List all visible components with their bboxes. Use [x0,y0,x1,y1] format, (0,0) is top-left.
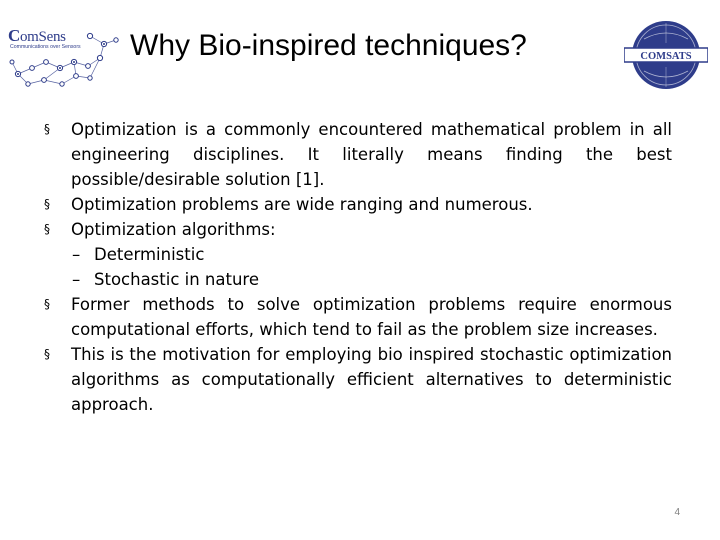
comsens-tagline: Communications over Sensors [10,44,81,50]
bullet-marker: § [44,197,50,211]
bullet-text: Optimization problems are wide ranging and numerous. [71,195,533,214]
bullet-marker: § [44,297,50,311]
comsats-wordmark: COMSATS [640,51,692,62]
bullet-item [44,217,672,242]
bullet-text: This is the motivation for employing bio inspired stochastic optimization algorithms as computationally efficient alternatives to deterministic approach. [71,345,672,414]
bullet-item [44,292,672,342]
bullet-marker: § [44,222,50,236]
sub-bullet-marker: – [72,245,81,264]
bullet-text: Former methods to solve optimization problems require enormous computational efforts, which tend to fail as the problem size increases. [71,295,672,339]
slide-title: Why Bio-inspired techniques? [130,29,527,62]
bullet-item [44,117,672,192]
bullet-text: Optimization algorithms: [71,220,276,239]
bullet-text: Optimization is a commonly encountered mathematical problem in all engineering disciplines. It literally means finding the best possible/desirable solution [1]. [71,120,672,189]
sub-bullet-text: Deterministic [94,245,205,264]
bullet-item [44,342,672,417]
sub-bullet-marker: – [72,270,81,289]
bullet-item [44,192,672,217]
comsats-seal-graphic [624,17,708,93]
comsens-logo [4,22,124,94]
sub-bullet-text: Stochastic in nature [94,270,259,289]
comsats-logo [624,17,708,93]
bullet-list [44,117,672,417]
comsens-wordmark: ComSens [8,26,66,45]
bullet-marker: § [44,347,50,361]
bullet-marker: § [44,122,50,136]
sub-bullet-item [44,267,672,292]
sub-bullet-item [44,242,672,267]
page-number: 4 [674,507,680,518]
